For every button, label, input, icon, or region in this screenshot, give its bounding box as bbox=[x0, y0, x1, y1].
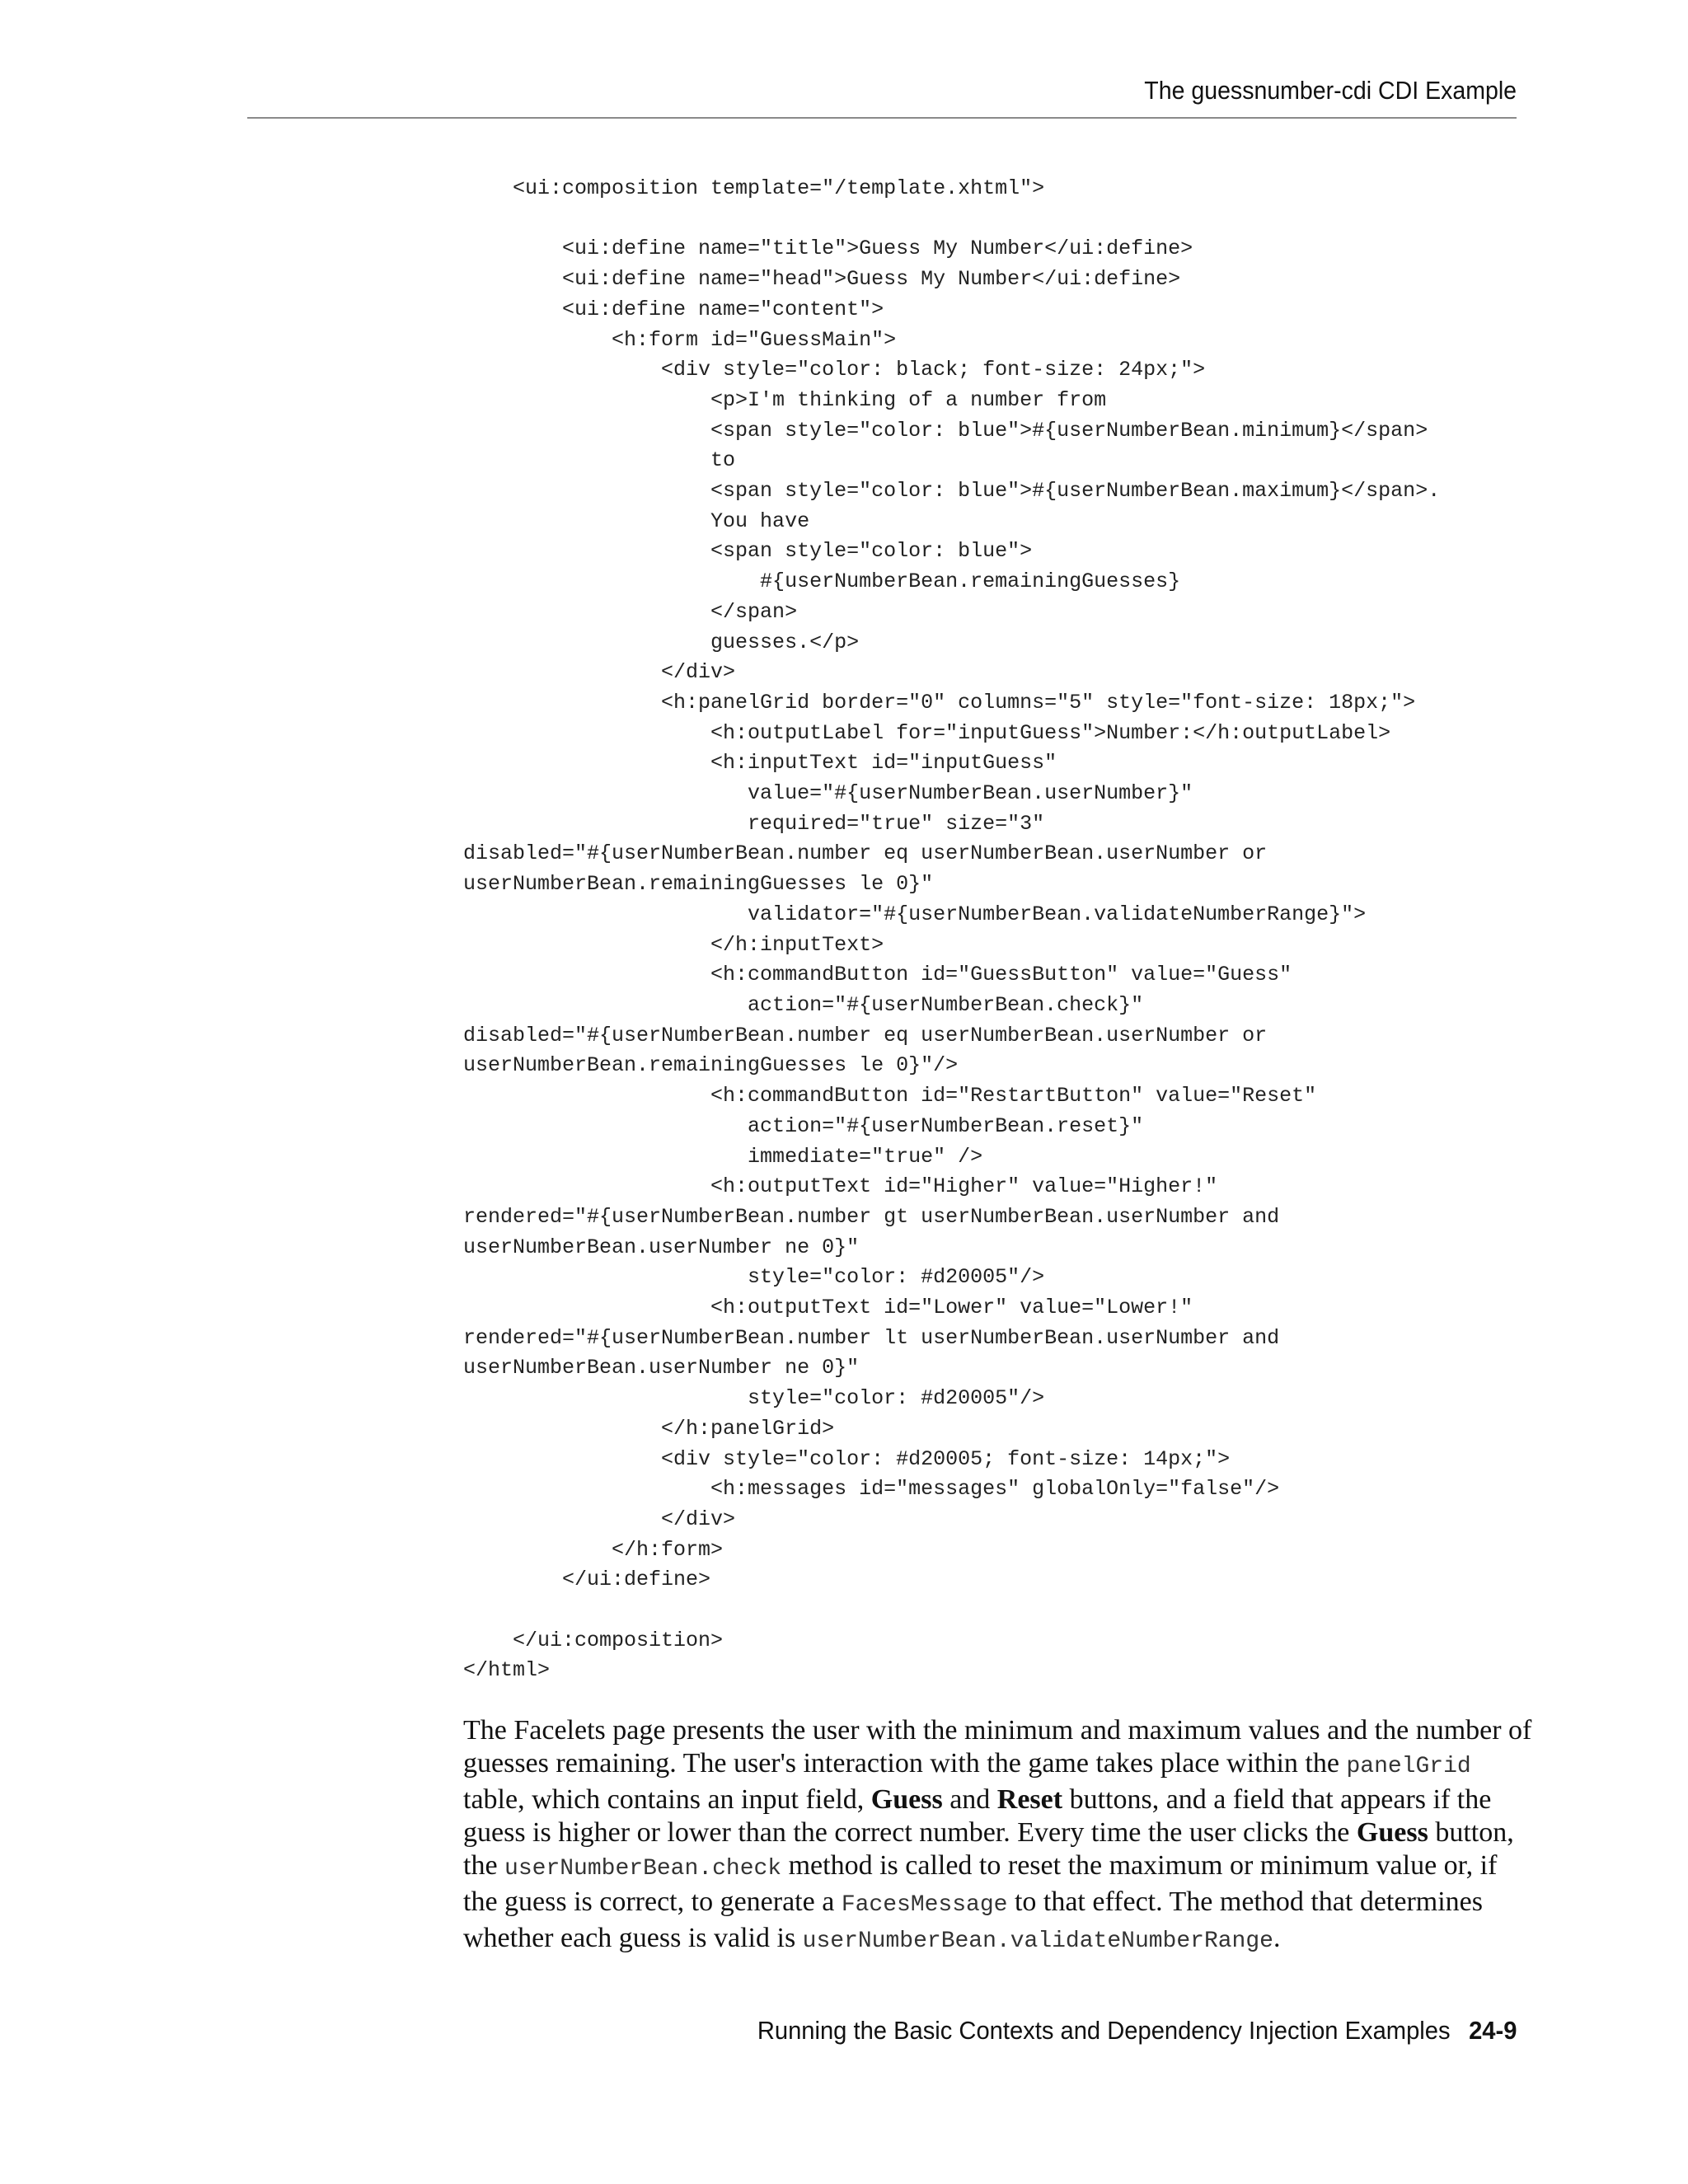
code-line: <span style="color: blue"> bbox=[463, 539, 1033, 564]
code-line: userNumberBean.remainingGuesses le 0}" bbox=[463, 872, 934, 897]
prose-text: . bbox=[1273, 1923, 1281, 1953]
code-line: </h:panelGrid> bbox=[463, 1416, 835, 1441]
prose-text: The Facelets page presents the user with the minimum and maximum values and the number of guesses remaining. The user's interaction with the game takes place within the bbox=[463, 1715, 1532, 1779]
inline-code-panelgrid: panelGrid bbox=[1346, 1754, 1471, 1779]
code-line: <div style="color: black; font-size: 24px;"> bbox=[463, 358, 1206, 382]
code-line: <h:commandButton id="RestartButton" value="Reset" bbox=[463, 1084, 1317, 1108]
code-line: to bbox=[463, 448, 736, 473]
code-line: <p>I'm thinking of a number from bbox=[463, 387, 1107, 412]
code-line: </html> bbox=[463, 1658, 551, 1683]
code-line: </div> bbox=[463, 1507, 736, 1531]
code-line: You have bbox=[463, 509, 810, 533]
code-line: <span style="color: blue">#{userNumberBean.minimum}</span> bbox=[463, 418, 1428, 443]
code-line: userNumberBean.userNumber ne 0}" bbox=[463, 1235, 860, 1259]
code-line: disabled="#{userNumberBean.number eq userNumberBean.userNumber or bbox=[463, 841, 1268, 866]
code-line: </ui:define> bbox=[463, 1568, 711, 1592]
code-listing bbox=[463, 174, 1440, 1686]
code-line: <ui:define name="content"> bbox=[463, 297, 884, 321]
code-line: <h:outputText id="Higher" value="Higher!" bbox=[463, 1174, 1218, 1199]
code-line: <h:messages id="messages" globalOnly="false"/> bbox=[463, 1477, 1280, 1502]
code-line: userNumberBean.userNumber ne 0}" bbox=[463, 1356, 860, 1380]
code-line: <ui:define name="title">Guess My Number</ui:define> bbox=[463, 237, 1193, 261]
running-footer bbox=[757, 2016, 1517, 2046]
prose-text: to that effect. The method that determines whether each guess is valid is bbox=[463, 1886, 1484, 1953]
code-line: </ui:composition> bbox=[463, 1628, 724, 1652]
prose-text: button, the bbox=[463, 1817, 1514, 1881]
bold-guess-2: Guess bbox=[1356, 1817, 1428, 1848]
code-line: style="color: #d20005"/> bbox=[463, 1265, 1045, 1290]
prose-text: table, which contains an input field, bbox=[463, 1784, 871, 1815]
code-line: <h:commandButton id="GuessButton" value="Guess" bbox=[463, 963, 1292, 987]
code-line: #{userNumberBean.remainingGuesses} bbox=[463, 569, 1181, 594]
code-line: rendered="#{userNumberBean.number gt userNumberBean.userNumber and bbox=[463, 1204, 1280, 1229]
code-line: <h:inputText id="inputGuess" bbox=[463, 751, 1057, 776]
code-line: <h:form id="GuessMain"> bbox=[463, 327, 897, 352]
inline-code-check: userNumberBean.check bbox=[504, 1856, 782, 1882]
code-line: value="#{userNumberBean.userNumber}" bbox=[463, 781, 1193, 806]
body-paragraph bbox=[463, 1714, 1535, 1958]
code-line: validator="#{userNumberBean.validateNumberRange}"> bbox=[463, 902, 1367, 926]
code-line: </h:form> bbox=[463, 1537, 724, 1562]
code-line: rendered="#{userNumberBean.number lt userNumberBean.userNumber and bbox=[463, 1325, 1280, 1350]
footer-chapter-title: Running the Basic Contexts and Dependency Injection Examples bbox=[757, 2016, 1451, 2045]
bold-reset: Reset bbox=[996, 1784, 1063, 1815]
code-line: userNumberBean.remainingGuesses le 0}"/> bbox=[463, 1053, 959, 1078]
code-line: disabled="#{userNumberBean.number eq userNumberBean.userNumber or bbox=[463, 1023, 1268, 1047]
prose-text: buttons, and a field that appears if the guess is higher or lower than the correct number. Every time the user clicks the bbox=[463, 1784, 1492, 1848]
code-line: immediate="true" /> bbox=[463, 1144, 983, 1169]
code-line: <h:outputLabel for="inputGuess">Number:</h:outputLabel> bbox=[463, 720, 1391, 745]
code-line: <div style="color: #d20005; font-size: 14px;"> bbox=[463, 1446, 1231, 1471]
running-header bbox=[247, 71, 1517, 119]
inline-code-validate: userNumberBean.validateNumberRange bbox=[802, 1929, 1273, 1954]
code-line: guesses.</p> bbox=[463, 630, 860, 654]
prose-text: method is called to reset the maximum or minimum value or, if the guess is correct, to generate a bbox=[463, 1850, 1498, 1917]
inline-code-facesmessage: FacesMessage bbox=[841, 1892, 1008, 1918]
code-line: </div> bbox=[463, 660, 736, 685]
code-line: </span> bbox=[463, 599, 798, 624]
code-line: <span style="color: blue">#{userNumberBean.maximum}</span>. bbox=[463, 479, 1441, 504]
code-line: action="#{userNumberBean.reset}" bbox=[463, 1113, 1144, 1138]
code-line: <ui:define name="head">Guess My Number</ui:define> bbox=[463, 267, 1181, 292]
code-line: <h:panelGrid border="0" columns="5" style="font-size: 18px;"> bbox=[463, 690, 1416, 715]
page-number: 24-9 bbox=[1468, 2016, 1517, 2045]
code-line: <ui:composition template="/template.xhtml"> bbox=[463, 176, 1045, 200]
code-line: action="#{userNumberBean.check}" bbox=[463, 992, 1144, 1017]
code-line: <h:outputText id="Lower" value="Lower!" bbox=[463, 1296, 1193, 1320]
code-line: </h:inputText> bbox=[463, 932, 884, 957]
code-line: required="true" size="3" bbox=[463, 811, 1045, 836]
bold-guess: Guess bbox=[870, 1784, 943, 1815]
header-title: The guessnumber-cdi CDI Example bbox=[1144, 76, 1517, 105]
prose-text: and bbox=[942, 1784, 997, 1815]
code-line: style="color: #d20005"/> bbox=[463, 1386, 1045, 1411]
